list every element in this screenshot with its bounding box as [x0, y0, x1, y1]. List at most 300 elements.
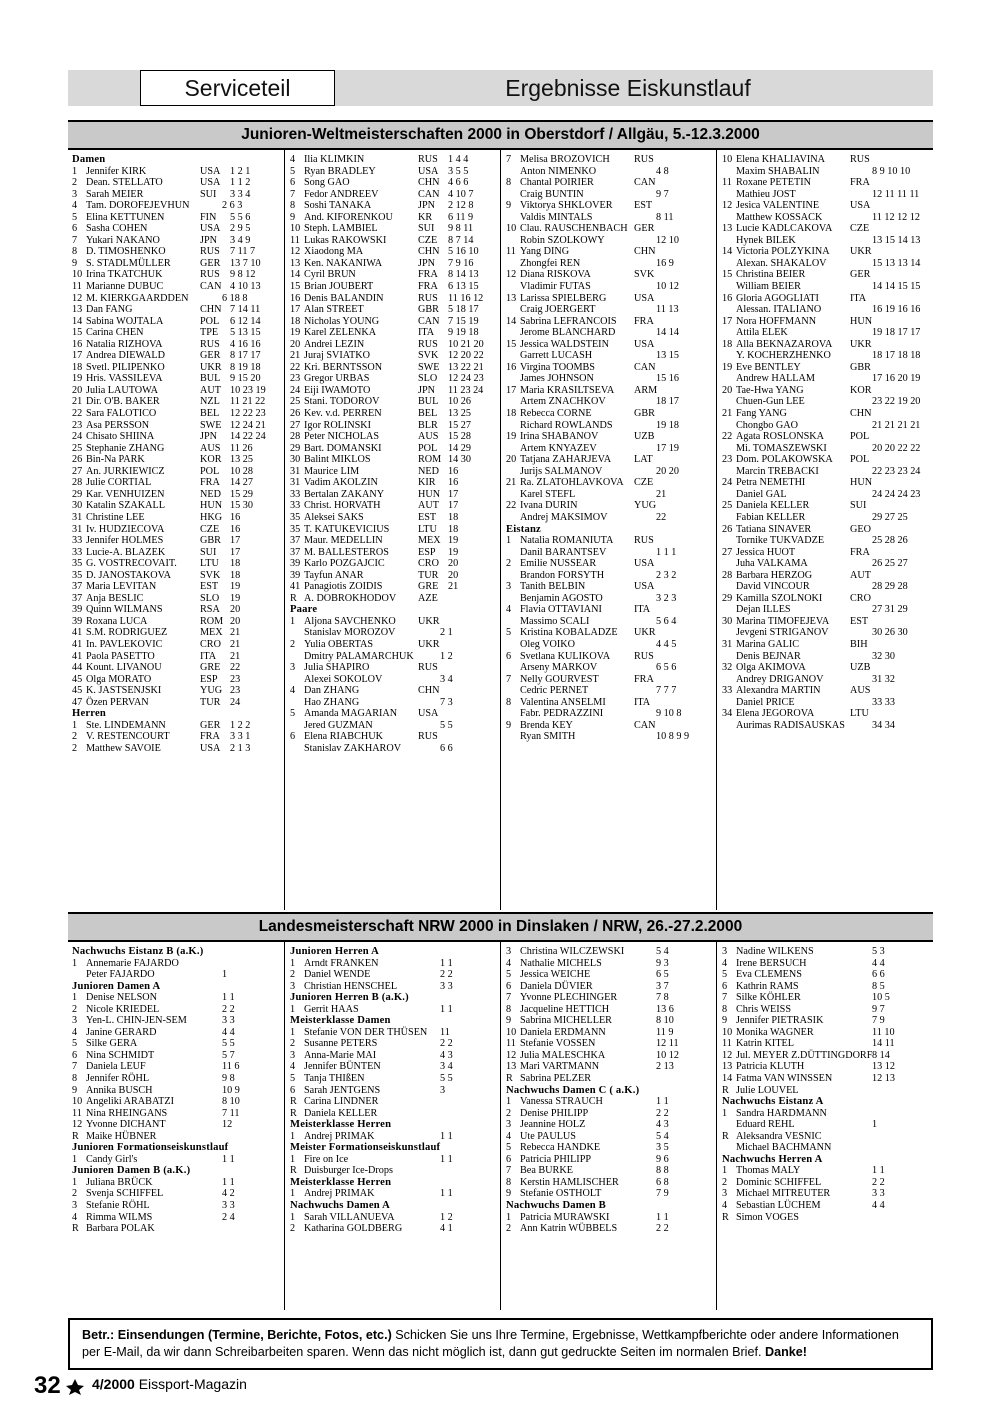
skater-name: Michael BACHMANN	[736, 1142, 832, 1154]
footer-imprint	[92, 1376, 247, 1392]
skater-name: Susanne PETERS	[304, 1038, 378, 1050]
rank: 3	[722, 1188, 728, 1200]
placement-scores: 5 18 17	[448, 304, 479, 316]
placement-scores: 9 19 18	[448, 327, 479, 339]
result-row	[506, 373, 712, 385]
placement-scores: 4 16 16	[230, 338, 261, 350]
rank: 2	[290, 969, 296, 981]
result-row	[506, 1223, 712, 1235]
rank: 13	[722, 223, 733, 235]
result-row	[72, 489, 280, 501]
result-row	[72, 604, 280, 616]
rank: 27	[290, 419, 301, 431]
skater-name: Alexan. SHAKALOV	[736, 257, 827, 269]
placement-scores: 6 5 6	[656, 662, 677, 674]
nation-code: CHN	[418, 246, 440, 258]
rank: R	[722, 1211, 729, 1223]
placement-scores: 19	[230, 581, 241, 593]
skater-name: Sabrina LEFRANCOIS	[520, 315, 617, 327]
rank: 18	[722, 338, 733, 350]
placement-scores: 16 9	[656, 257, 674, 269]
placement-scores: 22 23 23 24	[872, 465, 921, 477]
result-row	[722, 616, 930, 628]
nation-code: JPN	[418, 384, 435, 396]
nation-code: LTU	[418, 523, 437, 535]
result-row	[290, 731, 496, 743]
rank: 31	[290, 477, 301, 489]
result-row	[72, 339, 280, 351]
rank: 24	[722, 477, 733, 489]
result-row	[506, 958, 712, 970]
rank: 19	[722, 361, 733, 373]
nation-code: FRA	[634, 315, 654, 327]
placement-scores: 19	[230, 592, 241, 604]
nation-code: BUL	[200, 373, 221, 385]
placement-scores: 5 4	[656, 946, 669, 957]
placement-scores: 2 2	[656, 1107, 669, 1119]
result-row	[506, 969, 712, 981]
nation-code: CAN	[418, 188, 440, 200]
result-row	[72, 454, 280, 466]
result-row	[506, 1131, 712, 1143]
placement-scores: 1 4 4	[448, 154, 469, 165]
placement-scores: 18	[230, 558, 241, 570]
placement-scores: 20	[448, 569, 459, 581]
rank: 11	[72, 1107, 82, 1119]
rank: 39	[72, 615, 83, 627]
placement-scores: 11 9	[656, 1026, 674, 1038]
placement-scores: 7 7 7	[656, 685, 677, 697]
result-row	[72, 1015, 280, 1027]
result-row	[506, 408, 712, 420]
section-1-title: Junioren-Weltmeisterschaften 2000 in Oberstdorf / Allgäu, 5.-12.3.2000	[68, 120, 933, 150]
rank: 9	[506, 200, 512, 212]
nation-code: CRO	[418, 558, 439, 570]
rank: 45	[72, 673, 83, 685]
nation-code: CZE	[418, 234, 438, 246]
placement-scores: 8 7 14	[448, 234, 474, 246]
skater-name: Jerome BLANCHARD	[520, 327, 616, 339]
nation-code: EST	[200, 581, 219, 593]
skater-name: Brandon FORSYTH	[520, 569, 605, 581]
nation-code: RUS	[418, 338, 438, 350]
rank: 1	[290, 1153, 296, 1165]
nation-code: USA	[200, 742, 221, 754]
skater-name: Rimma WILMS	[86, 1211, 153, 1223]
rank: 4	[72, 1026, 78, 1038]
placement-scores: 2 3 2	[656, 569, 677, 581]
placement-scores: 6 8	[656, 1176, 669, 1188]
skater-name: Sabina WOJTALA	[86, 315, 164, 327]
skater-name: Elena KHALIAVINA	[736, 154, 825, 165]
nation-code: POL	[200, 315, 220, 327]
result-row	[722, 477, 930, 489]
result-row	[72, 570, 280, 582]
skater-name: Hris. VASSILEVA	[86, 373, 163, 385]
nation-code: CZE	[850, 223, 870, 235]
result-row	[722, 651, 930, 663]
column-divider	[716, 942, 717, 1310]
nation-code: GEO	[850, 523, 871, 535]
rank: 41	[72, 627, 83, 639]
skater-name: Stani. TODOROV	[304, 396, 380, 408]
note-thanks: Danke!	[764, 1345, 807, 1359]
placement-scores: 12 11 11 11	[872, 188, 920, 200]
placement-scores: 14 27	[230, 477, 253, 489]
nation-code: USA	[634, 292, 655, 304]
result-row	[290, 200, 496, 212]
rank: 35	[72, 569, 83, 581]
skater-name: Chisato SHIINA	[86, 431, 155, 443]
note-lead: Betr.: Einsendungen (Termine, Berichte, Fotos, etc.)	[82, 1328, 392, 1342]
skater-name: D. TIMOSHENKO	[86, 246, 166, 258]
rank: 4	[722, 957, 728, 969]
skater-name: Simon VOGES	[736, 1211, 799, 1223]
skater-name: Jennifer PIETRASIK	[736, 1015, 824, 1027]
skater-name: A. DOBROKHODOV	[304, 592, 397, 604]
result-row	[290, 581, 496, 593]
placement-scores: 11 23 24	[448, 384, 484, 396]
nation-code: LTU	[850, 708, 869, 720]
skater-name: Nathalie MICHELS	[520, 957, 602, 969]
placement-scores: 8 5	[872, 980, 885, 992]
skater-name: Tayfun ANAR	[304, 569, 364, 581]
result-row	[722, 246, 930, 258]
placement-scores: 2 13	[656, 1061, 674, 1073]
result-row	[722, 269, 930, 281]
result-row	[72, 581, 280, 593]
nation-code: RSA	[200, 604, 220, 616]
result-row	[722, 281, 930, 293]
rank: 13	[722, 1061, 733, 1073]
skater-name: David VINCOUR	[736, 581, 810, 593]
result-row	[722, 466, 930, 478]
rank: 17	[72, 350, 83, 362]
result-row	[506, 200, 712, 212]
placement-scores: 6 6	[872, 969, 885, 981]
rank: 1	[290, 1130, 296, 1142]
placement-scores: 34 34	[872, 719, 895, 731]
placement-scores: 4 1	[440, 1223, 453, 1235]
result-row	[506, 512, 712, 524]
rank: 3	[72, 1015, 78, 1027]
result-row	[290, 720, 496, 732]
category-heading: Meisterklasse Herren	[290, 1176, 392, 1188]
result-row	[722, 408, 930, 420]
skater-name: Panagiotis ZOIDIS	[304, 581, 383, 593]
skater-name: Aljona SAVCHENKO	[304, 615, 396, 627]
rank: 13	[72, 304, 83, 316]
skater-name: Dom. POLAKOWSKA	[736, 454, 833, 466]
category-heading: Junioren Damen A	[72, 980, 161, 992]
section-2-title: Landesmeisterschaft NRW 2000 in Dinslaken / NRW, 26.-27.2.2000	[68, 912, 933, 942]
skater-name: Patricia PHILIPP	[520, 1153, 592, 1165]
skater-name: Tanja THIßEN	[304, 1073, 365, 1085]
rank: 26	[722, 523, 733, 535]
skater-name: Tornike TUKVADZE	[736, 535, 825, 547]
skater-name: Jesica VALENTINE	[736, 200, 820, 212]
skater-name: Zhongfei REN	[520, 257, 581, 269]
rank: 3	[72, 1200, 78, 1212]
category-heading: Nachwuchs Damen C ( a.K.)	[506, 1084, 640, 1096]
result-row	[72, 1073, 280, 1085]
section-2-results	[68, 942, 933, 1310]
rank: 6	[72, 1049, 78, 1061]
result-row	[72, 408, 280, 420]
placement-scores: 10 28	[230, 465, 253, 477]
skater-name: Elena RIABCHUK	[304, 731, 383, 743]
placement-scores: 15 30	[230, 500, 253, 512]
skater-name: Fatma VAN WINSSEN	[736, 1073, 833, 1085]
placement-scores: 4 3	[440, 1049, 453, 1061]
nation-code: TUR	[418, 569, 439, 581]
result-row	[722, 420, 930, 432]
category-heading: Nachwuchs Eistanz B (a.K.)	[72, 946, 204, 957]
placement-scores: 7 15 19	[448, 315, 479, 327]
result-row	[506, 651, 712, 663]
rank: 7	[506, 1165, 512, 1177]
nation-code: JPN	[418, 257, 435, 269]
rank: 7	[290, 188, 296, 200]
result-row	[722, 362, 930, 374]
result-row	[72, 1096, 280, 1108]
result-row	[506, 362, 712, 374]
skater-name: Julia LAUTOWA	[86, 384, 158, 396]
skater-name: Jevgeni STRIGANOV	[736, 627, 829, 639]
rank: 4	[290, 1061, 296, 1073]
result-row	[506, 731, 712, 743]
nation-code: SUI	[418, 223, 435, 235]
skater-name: Carina LINDNER	[304, 1096, 379, 1108]
placement-scores: 1 2 1	[230, 165, 251, 177]
placement-scores: 7 11	[222, 1107, 240, 1119]
placement-scores: 12 11	[656, 1038, 679, 1050]
skater-name: Jessica HUOT	[736, 546, 796, 558]
placement-scores: 18 17	[656, 396, 679, 408]
rank: 11	[290, 234, 300, 246]
skater-name: Amanda MAGARIAN	[304, 708, 398, 720]
rank: 2	[290, 1223, 296, 1235]
placement-scores: 3 4	[440, 1061, 453, 1073]
result-row	[72, 362, 280, 374]
skater-name: Paola PASETTO	[86, 650, 155, 662]
rank: 15	[722, 269, 733, 281]
nation-code: ROM	[418, 454, 442, 466]
placement-scores: 13 22 21	[448, 361, 484, 373]
placement-scores: 29 27 25	[872, 511, 908, 523]
nation-code: MEX	[418, 535, 441, 547]
placement-scores: 1 1 1	[656, 546, 677, 558]
skater-name: Irene BERSUCH	[736, 957, 807, 969]
result-row	[722, 200, 930, 212]
skater-name: Julia MALESCHKA	[520, 1049, 606, 1061]
skater-name: Brenda KEY	[520, 719, 573, 731]
skater-name: Dominic SCHIFFEL	[736, 1176, 822, 1188]
result-row	[722, 720, 930, 732]
nation-code: BEL	[418, 408, 438, 420]
nation-code: RUS	[200, 269, 220, 281]
placement-scores: 1 1	[440, 1003, 453, 1015]
rank: 13	[290, 257, 301, 269]
rank: 9	[722, 1015, 728, 1027]
rank: 30	[722, 615, 733, 627]
result-row	[290, 408, 496, 420]
placement-scores: 10 21 20	[448, 338, 484, 350]
nation-code: SVK	[418, 350, 439, 362]
category-heading: Paare	[290, 604, 318, 616]
nation-code: POL	[850, 431, 870, 443]
result-row	[506, 327, 712, 339]
placement-scores: 1 1 2	[230, 177, 251, 189]
skater-name: Clau. RAUSCHENBACH	[520, 223, 628, 235]
placement-scores: 11 10	[872, 1026, 895, 1038]
placement-scores: 6 12 14	[230, 315, 261, 327]
nation-code: KOR	[200, 454, 222, 466]
nation-code: USA	[200, 223, 221, 235]
rank: 1	[290, 957, 296, 969]
rank: 3	[290, 662, 296, 674]
placement-scores: 7 8	[656, 992, 669, 1004]
placement-scores: 22	[656, 511, 667, 523]
nation-code: AUT	[200, 384, 221, 396]
skater-name: Anton NIMENKO	[520, 165, 597, 177]
skater-name: Aleksandra VESNIC	[736, 1130, 822, 1142]
skater-name: Silke KÖHLER	[736, 992, 801, 1004]
nation-code: ITA	[418, 327, 435, 339]
placement-scores: 21	[448, 581, 459, 593]
placement-scores: 5 5 6	[230, 211, 251, 223]
result-row	[506, 992, 712, 1004]
placement-scores: 6 13 15	[448, 281, 479, 293]
rank: 3	[722, 946, 728, 957]
result-row	[722, 685, 930, 697]
rank: 4	[290, 685, 296, 697]
result-row	[506, 293, 712, 305]
rank: 3	[290, 1049, 296, 1061]
skater-name: Kathrin RAMS	[736, 980, 799, 992]
category-heading: Nachwuchs Eistanz A	[722, 1096, 824, 1108]
placement-scores: 16	[230, 511, 241, 523]
skater-name: Elina KETTUNEN	[86, 211, 165, 223]
nation-code: LAT	[634, 454, 653, 466]
rank: 3	[72, 188, 78, 200]
placement-scores: 16	[448, 477, 459, 489]
skater-name: Craig JOERGERT	[520, 304, 596, 316]
result-row	[72, 212, 280, 224]
result-row	[722, 981, 930, 993]
placement-scores: 33 33	[872, 696, 895, 708]
skater-name: Chuen-Gun LEE	[736, 396, 805, 408]
skater-name: Valdis MINTALS	[520, 211, 593, 223]
placement-scores: 12 20 22	[448, 350, 484, 362]
result-row	[290, 535, 496, 547]
result-row	[506, 1154, 712, 1166]
skater-name: Stephanie ZHANG	[86, 442, 165, 454]
placement-scores: 2 1 3	[230, 742, 251, 754]
skater-name: Chongbo GAO	[736, 419, 798, 431]
placement-scores: 23	[230, 685, 241, 697]
result-row	[290, 1108, 496, 1120]
result-row	[506, 212, 712, 224]
skater-name: Özen PERVAN	[86, 696, 149, 708]
rank: 33	[290, 500, 301, 512]
skater-name: Juha VALKAMA	[736, 558, 808, 570]
magazine-name: Eissport-Magazin	[138, 1376, 247, 1392]
placement-scores: 2 2	[872, 1176, 885, 1188]
placement-scores: 10 23 19	[230, 384, 266, 396]
rank: 18	[506, 408, 517, 420]
result-row	[72, 662, 280, 674]
nation-code: RUS	[200, 246, 220, 258]
skater-name: Daniela LEUF	[86, 1061, 146, 1073]
result-row	[290, 969, 496, 981]
skater-name: Kamilla SZOLNOKI	[736, 592, 823, 604]
category-heading: Nachwuchs Herren A	[722, 1153, 823, 1165]
result-row	[290, 1165, 496, 1177]
result-row	[506, 396, 712, 408]
skater-name: Svetl. PILIPENKO	[86, 361, 165, 373]
skater-name: Andrey DRIGANOV	[736, 673, 824, 685]
skater-name: Steph. LAMBIEL	[304, 223, 378, 235]
result-row	[506, 1004, 712, 1016]
placement-scores: 13 7 10	[230, 257, 261, 269]
skater-name: Robin SZOLKOWY	[520, 234, 605, 246]
placement-scores: 11 16 12	[448, 292, 484, 304]
rank: 10	[72, 269, 83, 281]
placement-scores: 7 9	[656, 1188, 669, 1200]
rank: 14	[290, 269, 301, 281]
placement-scores: 13 15 14 13	[872, 234, 921, 246]
nation-code: ROM	[200, 615, 224, 627]
nation-code: GRE	[200, 662, 221, 674]
result-row	[506, 627, 712, 639]
nation-code: UKR	[200, 361, 222, 373]
nation-code: CAN	[418, 315, 440, 327]
placement-scores: 7 14 11	[230, 304, 261, 316]
nation-code: AUS	[200, 442, 221, 454]
result-row	[290, 385, 496, 397]
placement-scores: 1 1	[222, 992, 235, 1004]
rank: 37	[72, 592, 83, 604]
skater-name: Andrei LEZIN	[304, 338, 365, 350]
rank: 5	[506, 1142, 512, 1154]
placement-scores: 11 12 12 12	[872, 211, 921, 223]
result-row	[290, 1027, 496, 1039]
rank: 41	[72, 638, 83, 650]
nation-code: BLR	[418, 419, 438, 431]
placement-scores: 8 10	[656, 1015, 674, 1027]
placement-scores: 10 5	[872, 992, 890, 1004]
skater-name: Sasha COHEN	[86, 223, 148, 235]
skater-name: Arndt FRANKEN	[304, 957, 379, 969]
nation-code: HUN	[850, 477, 873, 489]
rank: 25	[722, 500, 733, 512]
skater-name: Sebastian LÜCHEM	[736, 1200, 821, 1212]
skater-name: Jennifer KIRK	[86, 165, 147, 177]
result-row	[722, 431, 930, 443]
result-row	[72, 1050, 280, 1062]
placement-scores: 9 3	[656, 957, 669, 969]
nation-code: CAN	[634, 177, 656, 189]
skater-name: Artem KNYAZEV	[520, 442, 597, 454]
result-row	[506, 246, 712, 258]
result-row	[722, 627, 930, 639]
result-row	[290, 281, 496, 293]
skater-name: Massimo SCALI	[520, 615, 590, 627]
result-row	[72, 443, 280, 455]
rank: 32	[722, 662, 733, 674]
skater-name: Jacqueline HETTICH	[520, 1003, 610, 1015]
